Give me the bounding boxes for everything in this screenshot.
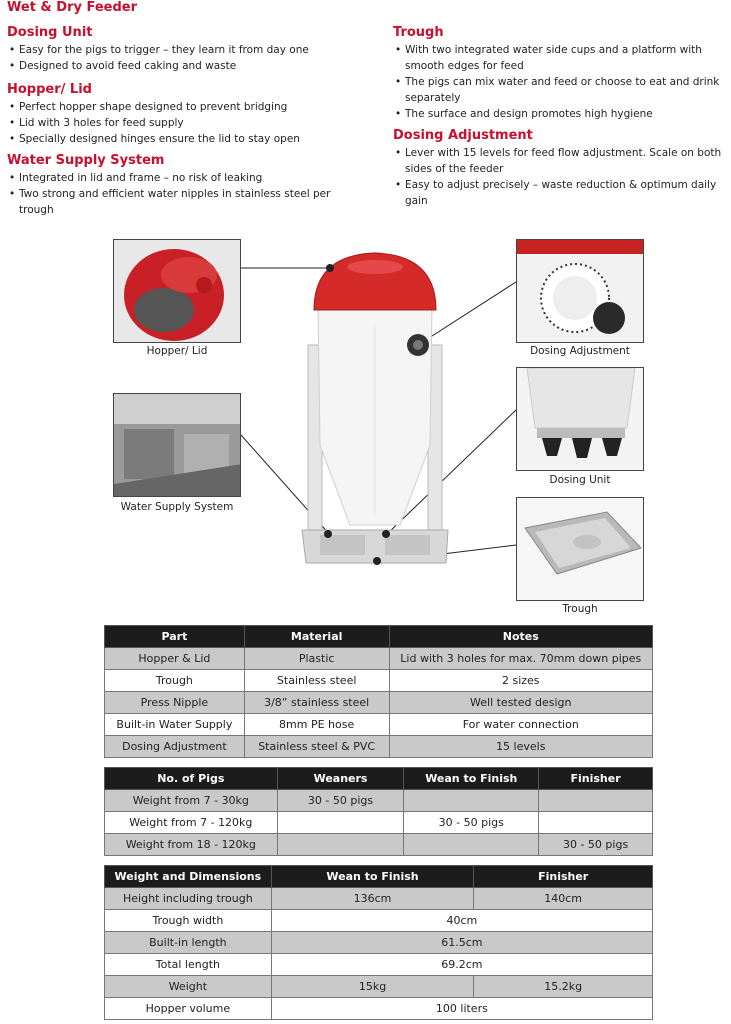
header-cell: Weaners [277,768,404,790]
table-cell [539,790,653,812]
table-cell: Trough [105,670,245,692]
weight-dimensions-table [104,865,653,1020]
table-cell: 140cm [474,888,653,910]
table-cell [404,834,539,856]
table-cell: 15.2kg [474,976,653,998]
section-heading: Dosing Unit [7,25,93,40]
bullet: • Lever with 15 levels for feed flow adjustment. Scale on both sides of the feeder [393,145,728,177]
table-cell: 8mm PE hose [244,714,389,736]
table-cell: For water connection [389,714,652,736]
table-cell: Trough width [105,910,272,932]
hopper-lid-photo [113,239,241,343]
section-trough [393,25,728,122]
caption-water-supply: Water Supply System [120,501,234,513]
table-cell: 136cm [271,888,474,910]
bullet: • Perfect hopper shape designed to prevent bridging [7,99,362,115]
table-cell: 3/8” stainless steel [244,692,389,714]
table-cell: 40cm [271,910,652,932]
table-row [105,648,653,670]
section-heading: Trough [393,25,444,40]
bullet: • Lid with 3 holes for feed supply [7,115,362,131]
bullet: • The surface and design promotes high hygiene [393,106,728,122]
table-cell: 30 - 50 pigs [277,790,404,812]
section-heading: Dosing Adjustment [393,128,533,143]
table-cell: Plastic [244,648,389,670]
bullet: • With two integrated water side cups and a platform with smooth edges for feed [393,42,728,74]
water-supply-photo [113,393,241,497]
table-row [105,910,653,932]
table-header-row [105,768,653,790]
header-cell: Material [244,626,389,648]
table-cell [277,834,404,856]
table-row [105,998,653,1020]
section-dosing-unit [7,25,362,74]
table-row [105,932,653,954]
header-cell: Finisher [539,768,653,790]
header-cell: Finisher [474,866,653,888]
table-cell: 100 liters [271,998,652,1020]
table-row [105,834,653,856]
feeder-product-image [300,245,450,590]
bullet: • The pigs can mix water and feed or choose to eat and drink separately [393,74,728,106]
table-cell: Stainless steel [244,670,389,692]
table-row [105,954,653,976]
header-cell: Wean to Finish [404,768,539,790]
caption-dosing-adjustment: Dosing Adjustment [530,345,630,357]
table-cell: Press Nipple [105,692,245,714]
table-row [105,670,653,692]
caption-dosing-unit: Dosing Unit [549,474,611,486]
table-cell: Built-in Water Supply [105,714,245,736]
table-cell: 15 levels [389,736,652,758]
caption-hopper-lid: Hopper/ Lid [146,345,208,357]
caption-trough: Trough [562,603,598,615]
table-cell: Weight from 7 - 120kg [105,812,278,834]
table-cell: Total length [105,954,272,976]
table-cell: 69.2cm [271,954,652,976]
table-cell: Built-in length [105,932,272,954]
trough-photo [516,497,644,601]
header-cell: No. of Pigs [105,768,278,790]
section-heading: Water Supply System [7,153,165,168]
table-row [105,714,653,736]
bullet: • Easy for the pigs to trigger – they learn it from day one [7,42,362,58]
table-cell: Lid with 3 holes for max. 70mm down pipes [389,648,652,670]
section-water-supply [7,153,362,218]
bullet: • Two strong and efficient water nipples in stainless steel per trough [7,186,362,218]
table-row [105,736,653,758]
table-row [105,790,653,812]
table-cell: 30 - 50 pigs [404,812,539,834]
table-cell: Hopper & Lid [105,648,245,670]
number-of-pigs-table [104,767,653,856]
table-cell: 2 sizes [389,670,652,692]
table-header-row [105,866,653,888]
table-cell: 30 - 50 pigs [539,834,653,856]
right-feature-column [393,25,728,215]
left-feature-column [7,25,362,224]
section-heading: Hopper/ Lid [7,82,92,97]
bullet: • Integrated in lid and frame – no risk of leaking [7,170,362,186]
section-hopper-lid [7,82,362,147]
table-cell: 15kg [271,976,474,998]
table-row [105,888,653,910]
section-dosing-adjustment [393,128,728,209]
bullet: • Easy to adjust precisely – waste reduction & optimum daily gain [393,177,728,209]
dosing-unit-photo [516,367,644,471]
table-row [105,976,653,998]
dosing-adjustment-photo [516,239,644,343]
table-cell [277,812,404,834]
page-title: Wet & Dry Feeder [7,0,138,15]
header-cell: Wean to Finish [271,866,474,888]
table-cell: Stainless steel & PVC [244,736,389,758]
header-cell: Weight and Dimensions [105,866,272,888]
table-cell [404,790,539,812]
table-cell: Well tested design [389,692,652,714]
table-row [105,692,653,714]
table-cell: 61.5cm [271,932,652,954]
header-cell: Part [105,626,245,648]
table-cell: Hopper volume [105,998,272,1020]
table-cell: Weight from 7 - 30kg [105,790,278,812]
table-cell: Weight from 18 - 120kg [105,834,278,856]
bullet: • Specially designed hinges ensure the lid to stay open [7,131,362,147]
table-cell [539,812,653,834]
table-cell: Height including trough [105,888,272,910]
bullet: • Designed to avoid feed caking and waste [7,58,362,74]
parts-material-table [104,625,653,758]
table-cell: Weight [105,976,272,998]
header-cell: Notes [389,626,652,648]
table-cell: Dosing Adjustment [105,736,245,758]
table-row [105,812,653,834]
table-header-row [105,626,653,648]
